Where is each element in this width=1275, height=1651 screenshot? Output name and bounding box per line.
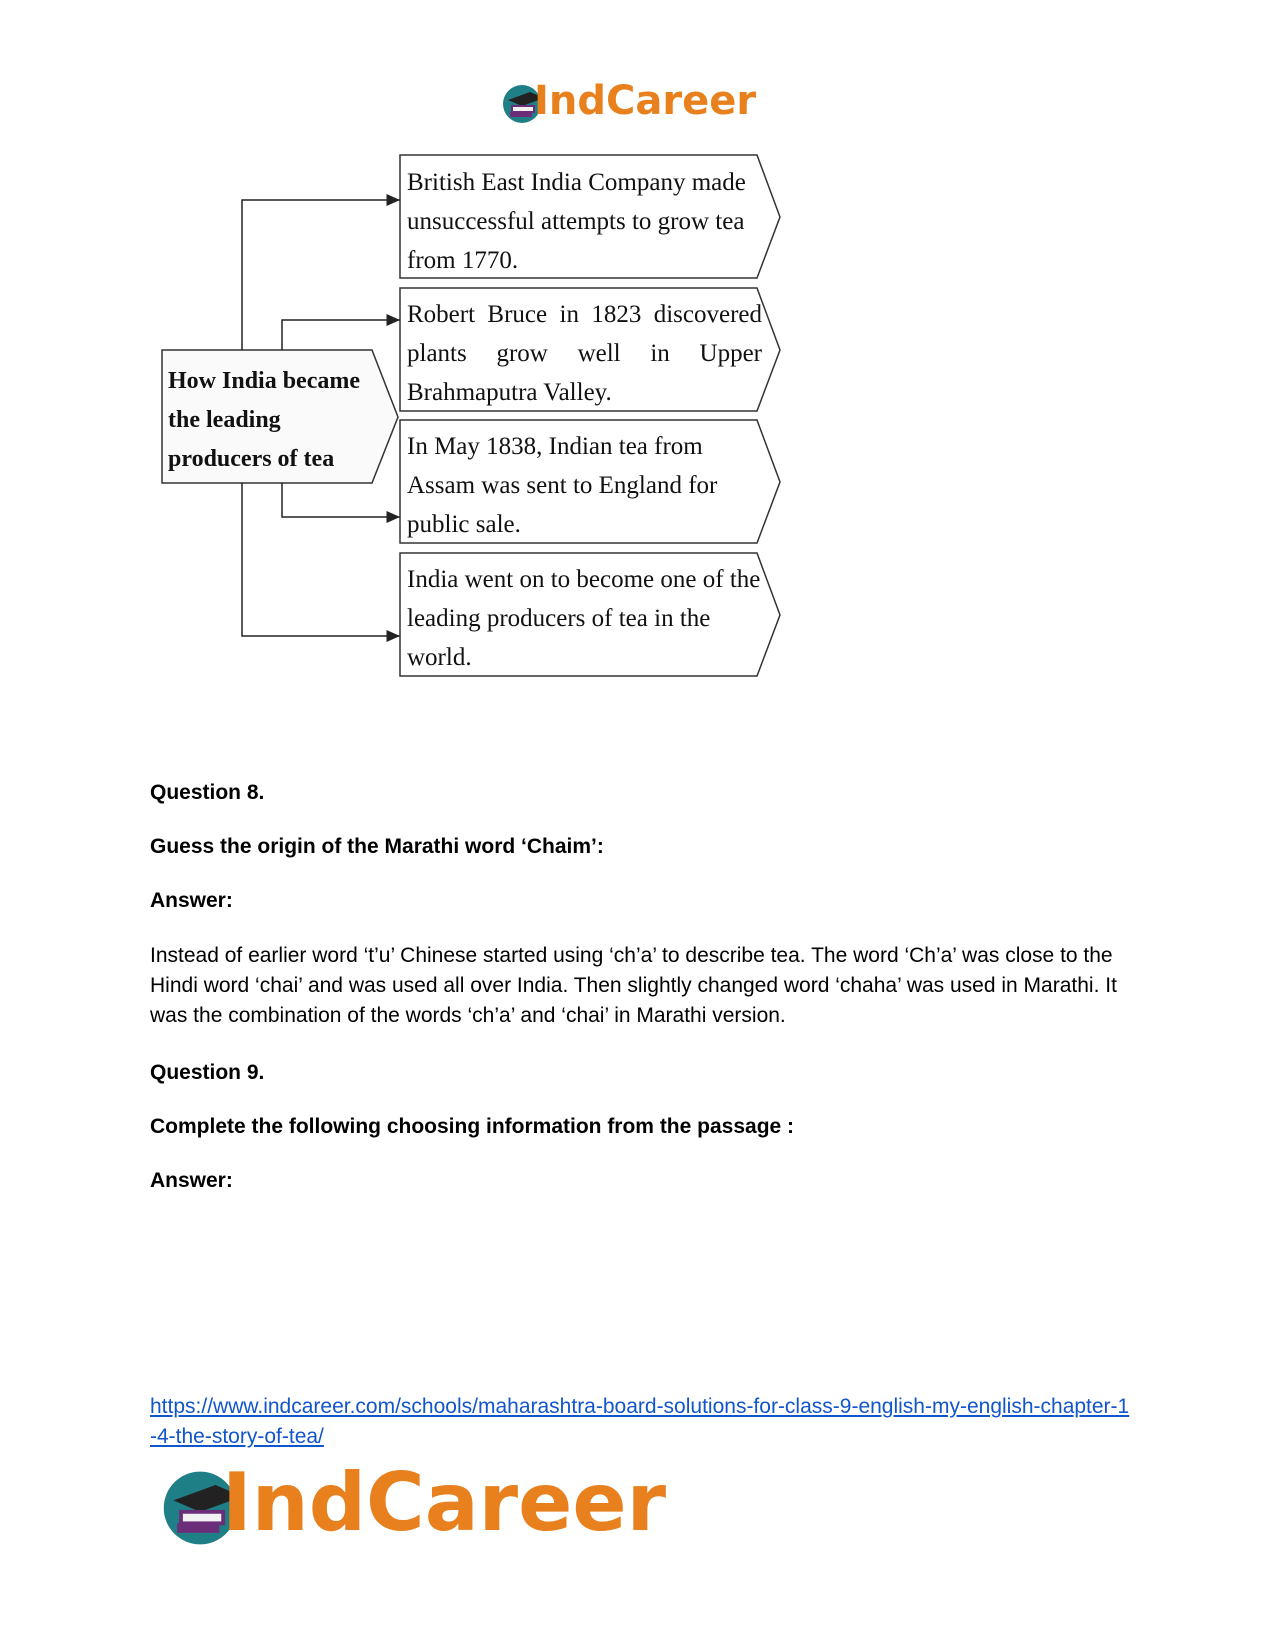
box-4-text: India went on to become one of the leading producers of tea in the world. [407,566,761,671]
question-9-answer-label: Answer: [150,1169,233,1192]
question-9-text: Complete the following choosing information from the passage : [150,1115,795,1138]
indcareer-logo-bottom [158,1456,698,1560]
connector-2 [282,320,400,350]
root-label: How India became the leading producers of tea [168,368,360,472]
box-2-text: Robert Bruce in 1823 discovered plants grow well in Upper Brahmaputra Valley. [407,301,762,406]
logo-wordmark-large: IndCareer [222,1456,667,1549]
source-link[interactable]: https://www.indcareer.com/schools/maharashtra-board-solutions-for-class-9-english-my-english-chapter-1-4-the-story-of-tea/ [150,1395,1130,1448]
box-1-text: British East India Company made unsuccessful attempts to grow tea from 1770. [407,169,746,274]
question-8-answer: Instead of earlier word ‘t’u’ Chinese started using ‘ch’a’ to describe tea. The word ‘Ch’a’ was close to the Hindi word ‘chai’ and was used all over India. Then slightly changed word ‘chaha’ was used in Marathi. It was the combination of the words ‘ch’a’ and ‘chai’ in Marathi version. [150,944,1117,1027]
connector-3 [282,483,400,517]
logo-wordmark: IndCareer [534,78,757,124]
question-8-answer-label: Answer: [150,889,233,912]
connector-4 [242,483,400,636]
question-8-text: Guess the origin of the Marathi word ‘Chaim’: [150,835,604,858]
box-3-text: In May 1838, Indian tea from Assam was sent to England for public sale. [407,433,718,538]
connector-1 [242,200,400,350]
indcareer-logo-top [500,78,770,128]
question-8-label: Question 8. [150,781,265,804]
tea-history-diagram [150,150,830,720]
question-9-label: Question 9. [150,1061,265,1084]
